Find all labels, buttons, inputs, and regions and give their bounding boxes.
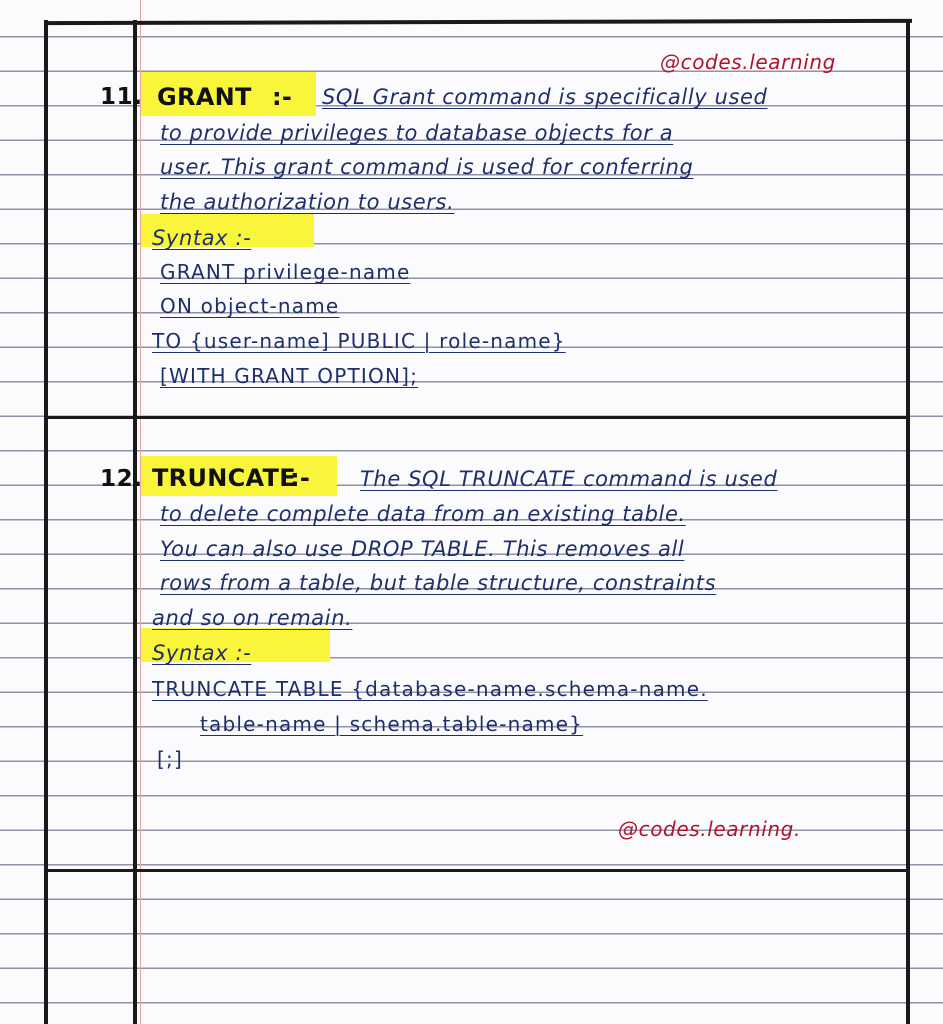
watermark-bottom: @codes.learning.	[618, 817, 801, 841]
keyword-separator: :-	[272, 83, 293, 111]
frame-right-border	[906, 20, 910, 1024]
description-line: to provide privileges to database objects for a	[160, 121, 674, 145]
syntax-line: TRUNCATE TABLE {database-name.schema-name.	[152, 677, 708, 701]
syntax-line: [;]	[157, 747, 183, 771]
watermark-top: @codes.learning	[660, 50, 836, 74]
description-line: The SQL TRUNCATE command is used	[360, 467, 778, 491]
frame-left-border	[44, 20, 48, 1024]
section-keyword: TRUNCATE	[152, 464, 296, 492]
description-line: SQL Grant command is specifically used	[322, 85, 768, 109]
section-number: 12.	[100, 466, 143, 492]
syntax-label: Syntax :-	[152, 641, 252, 665]
syntax-line: table-name | schema.table-name}	[200, 712, 584, 736]
description-line: and so on remain.	[152, 606, 353, 630]
keyword-separator: :-	[290, 464, 311, 492]
section-number: 11.	[100, 84, 143, 110]
syntax-line: TO {user-name] PUBLIC | role-name}	[152, 329, 566, 353]
syntax-line: GRANT privilege-name	[160, 260, 411, 284]
description-line: to delete complete data from an existing table.	[160, 502, 686, 526]
frame-top-border	[44, 19, 912, 25]
syntax-line: [WITH GRANT OPTION];	[160, 364, 419, 388]
section-separator	[44, 416, 910, 419]
description-line: user. This grant command is used for conferring	[160, 155, 694, 179]
description-line: You can also use DROP TABLE. This removes all	[160, 537, 685, 561]
syntax-line: ON object-name	[160, 294, 340, 318]
section-keyword: GRANT	[157, 83, 252, 111]
syntax-label: Syntax :-	[152, 226, 252, 250]
description-line: rows from a table, but table structure, constraints	[160, 571, 717, 595]
section-separator	[44, 869, 910, 872]
description-line: the authorization to users.	[160, 190, 455, 214]
margin-divider-line	[133, 20, 137, 1024]
